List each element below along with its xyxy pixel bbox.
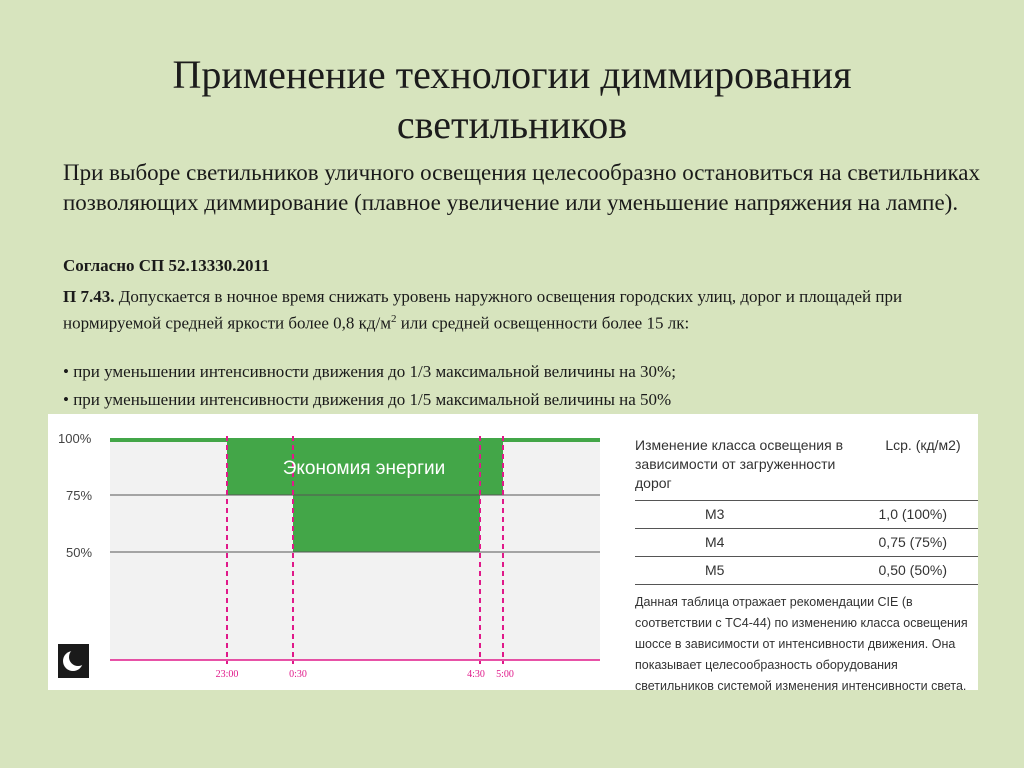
table-cell-class: M4	[705, 534, 725, 550]
table-row	[635, 501, 965, 528]
clause-text-1: Допускается в ночное время снижать уровень наружного освещения городских улиц, дорог и площадей при нормируемой средней яркости более 0,8 кд/м	[63, 287, 903, 333]
table-cell-value: 1,0 (100%)	[878, 506, 947, 522]
table-header-class: Изменение класса освещения в зависимости от загруженности дорог	[635, 437, 844, 491]
table-cell-value: 0,75 (75%)	[878, 534, 947, 550]
time-label-0500: 5:00	[496, 669, 514, 680]
dimming-panel	[48, 414, 978, 693]
table-cell-value: 0,50 (50%)	[878, 562, 947, 578]
savings-label: Экономия энергии	[282, 458, 446, 479]
table-header-lcp: Lср. (кд/м2)	[885, 437, 961, 453]
clause-label: П 7.43.	[63, 287, 115, 306]
y-label-50: 50%	[66, 545, 93, 560]
clause-superscript: 2	[391, 313, 397, 325]
table-rule-bottom	[635, 584, 978, 585]
y-label-75: 75%	[66, 488, 93, 503]
time-label-2300: 23:00	[215, 669, 239, 680]
table-row	[635, 529, 965, 556]
slide-title: Применение технологии диммирования светильников	[172, 52, 852, 147]
table-cell-class: M5	[705, 562, 725, 578]
time-label-0430: 4:30	[467, 669, 485, 680]
intro-text: При выборе светильников уличного освещения целесообразно остановиться на светильниках позволяющих диммирование (плавное увеличение или уменьшение напряжения на лампе).	[63, 160, 980, 215]
table-row	[635, 557, 965, 584]
bullet-2: • при уменьшении интенсивности движения до 1/5 максимальной величины на 50%	[63, 390, 672, 409]
clause-paragraph	[63, 286, 983, 335]
bullet-1: • при уменьшении интенсивности движения до 1/3 максимальной величины на 30%;	[63, 362, 676, 381]
table-cell-class: M3	[705, 506, 725, 522]
time-label-0030: 0:30	[289, 669, 307, 680]
clause-text-2: или средней освещенности более 15 лк:	[396, 313, 690, 333]
y-label-100: 100%	[58, 431, 92, 446]
savings-block-3	[480, 439, 503, 495]
crescent-moon-icon	[58, 644, 89, 678]
standard-reference: Согласно СП 52.13330.2011	[63, 256, 270, 275]
level-line-100	[110, 438, 600, 442]
table-note: Данная таблица отражает рекомендации CIE (в соответствии с TC4-44) по изменению класса освещения шоссе в зависимости от интенсивности движения. Она показывает целесообразность оборудования светильников системой изменения интенсивности света.	[635, 595, 968, 693]
